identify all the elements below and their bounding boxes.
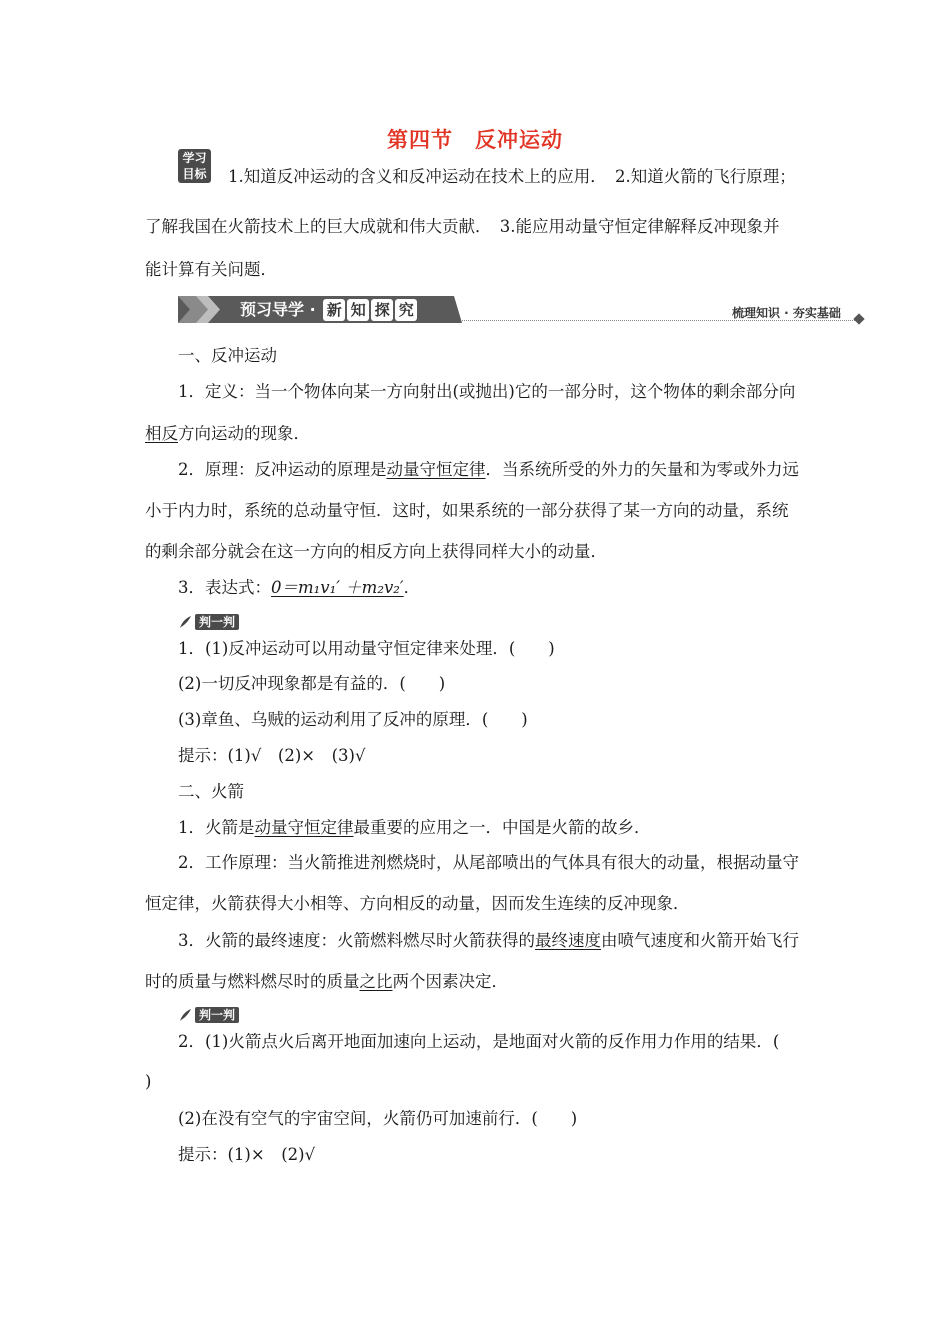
judge-tag-2: 判一判 bbox=[178, 1006, 239, 1023]
question-line: (2)一切反冲现象都是有益的．( ) bbox=[178, 674, 446, 693]
diamond-icon bbox=[853, 313, 864, 324]
paragraph-line: 2．工作原理：当火箭推进剂燃烧时，从尾部喷出的气体具有很大的动量，根据动量守 bbox=[178, 853, 799, 872]
banner-label: 预习导学 · 新 知 探 究 bbox=[240, 298, 417, 322]
banner-chip: 探 bbox=[371, 299, 393, 321]
answer-line: 提示：(1)√ (2)× (3)√ bbox=[178, 746, 366, 765]
banner-chip: 究 bbox=[395, 299, 417, 321]
paragraph-line: 恒定律，火箭获得大小相等、方向相反的动量，因而发生连续的反冲现象． bbox=[145, 894, 690, 913]
section-heading: 二、火箭 bbox=[178, 782, 244, 801]
goals-line-2: 了解我国在火箭技术上的巨大成就和伟大贡献． 3.能应用动量守恒定律解释反冲现象并 bbox=[145, 217, 780, 236]
paragraph-line: 1．定义：当一个物体向某一方向射出(或抛出)它的一部分时，这个物体的剩余部分向 bbox=[178, 382, 796, 401]
banner-right-label: 梳理知识 · 夯实基础 bbox=[732, 306, 841, 320]
formula-line: 3．表达式：0＝m₁v₁′ ＋m₂v₂′． bbox=[178, 578, 421, 597]
paragraph-line: 相反方向运动的现象． bbox=[145, 424, 310, 443]
formula: 0＝m₁v₁′ ＋m₂v₂′ bbox=[271, 578, 404, 597]
banner-chip: 新 bbox=[323, 299, 345, 321]
page-title: 第四节 反冲运动 bbox=[387, 128, 563, 152]
answer-blank: 动量守恒定律 bbox=[386, 460, 486, 479]
answer-blank: 相反 bbox=[145, 424, 178, 443]
answer-blank: 最终速度 bbox=[535, 931, 601, 950]
paragraph-line: 时的质量与燃料燃尽时的质量之比两个因素决定． bbox=[145, 972, 508, 991]
quill-icon bbox=[178, 615, 192, 629]
judge-tag-1: 判一判 bbox=[178, 613, 239, 630]
question-line: 2．(1)火箭点火后离开地面加速向上运动，是地面对火箭的反作用力作用的结果．( bbox=[178, 1032, 780, 1051]
goals-line-1: 1.知道反冲运动的含义和反冲运动在技术上的应用． 2.知道火箭的飞行原理； bbox=[228, 167, 796, 186]
section-heading: 一、反冲运动 bbox=[178, 346, 277, 365]
paragraph-line: 3．火箭的最终速度：火箭燃料燃尽时火箭获得的最终速度由喷气速度和火箭开始飞行 bbox=[178, 931, 799, 950]
question-line: 1．(1)反冲运动可以用动量守恒定律来处理．( ) bbox=[178, 639, 555, 658]
quill-icon bbox=[178, 1008, 192, 1022]
question-line: (3)章鱼、乌贼的运动利用了反冲的原理．( ) bbox=[178, 710, 528, 729]
paragraph-line: 小于内力时，系统的总动量守恒．这时，如果系统的一部分获得了某一方向的动量，系统 bbox=[145, 501, 789, 520]
answer-blank: 之比 bbox=[359, 972, 393, 991]
goals-line-3: 能计算有关问题． bbox=[145, 260, 277, 279]
paragraph-line: 的剩余部分就会在这一方向的相反方向上获得同样大小的动量． bbox=[145, 542, 607, 561]
answer-blank: 动量守恒定律 bbox=[254, 818, 354, 837]
question-line: (2)在没有空气的宇宙空间，火箭仍可加速前行．( ) bbox=[178, 1109, 578, 1128]
banner-chip: 知 bbox=[347, 299, 369, 321]
paragraph-line: 2．原理：反冲运动的原理是动量守恒定律．当系统所受的外力的矢量和为零或外力远 bbox=[178, 460, 799, 479]
paragraph-line: 1．火箭是动量守恒定律最重要的应用之一．中国是火箭的故乡． bbox=[178, 818, 651, 837]
learning-goals-badge: 学习 目标 bbox=[178, 149, 211, 183]
answer-line: 提示：(1)× (2)√ bbox=[178, 1145, 316, 1164]
question-line: ) bbox=[145, 1072, 152, 1091]
